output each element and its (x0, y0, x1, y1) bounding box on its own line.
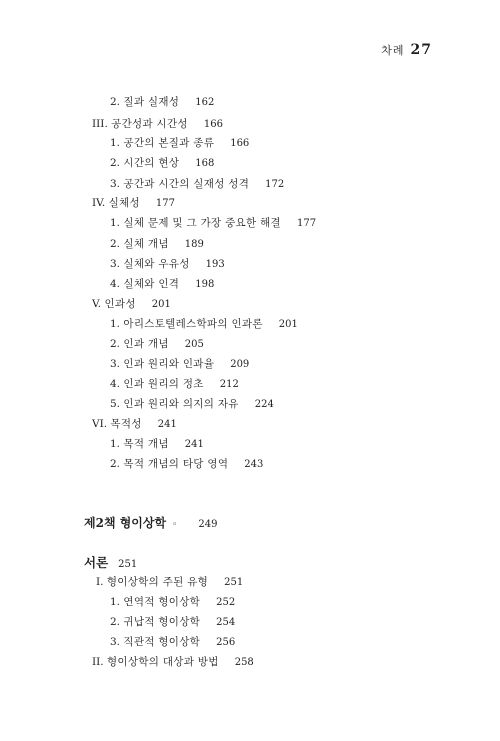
toc-entry (110, 336, 204, 351)
toc-entry (92, 654, 254, 669)
entry-title: 공간의 본질과 종류 (123, 137, 215, 149)
entry-number: 3. (110, 636, 121, 648)
entry-title: 인과성 (104, 298, 136, 310)
entry-page: 205 (184, 339, 204, 350)
entry-title: 실체 개념 (123, 238, 169, 250)
running-head-title: 차례 (381, 44, 405, 57)
toc-entry (110, 634, 235, 649)
entry-page: 254 (216, 617, 236, 628)
entry-number: 1. (110, 596, 121, 608)
toc-entry (110, 135, 249, 150)
entry-number: IV. (92, 197, 106, 209)
entry-page: 243 (244, 459, 264, 470)
toc-entry (110, 396, 274, 411)
entry-page: 251 (224, 577, 244, 588)
entry-title: 목적성 (110, 418, 142, 430)
toc-entry (92, 416, 177, 431)
entry-page: 166 (203, 119, 223, 130)
entry-page: 241 (157, 419, 177, 430)
part-page: 249 (198, 519, 218, 530)
entry-number: 2. (110, 338, 121, 350)
entry-title: 인과 원리의 정초 (123, 378, 204, 390)
entry-number: 1. (110, 438, 121, 450)
entry-title: 인과 개념 (123, 338, 169, 350)
entry-page: 172 (265, 179, 285, 190)
entry-title: 연역적 형이상학 (123, 596, 201, 608)
entry-page: 168 (195, 158, 215, 169)
entry-page: 209 (230, 359, 250, 370)
toc-entry (92, 195, 175, 210)
entry-page: 224 (254, 399, 274, 410)
toc-entry (110, 215, 316, 230)
entry-title: 인과 원리와 의지의 자유 (123, 398, 239, 410)
entry-page: 241 (184, 439, 204, 450)
running-head (381, 42, 432, 58)
toc-entry (96, 574, 243, 589)
entry-number: 4. (110, 378, 121, 390)
entry-title: 목적 개념의 타당 영역 (123, 458, 229, 470)
toc-entry (110, 356, 249, 371)
entry-page: 198 (195, 279, 215, 290)
entry-number: 2. (110, 96, 121, 108)
toc-entry (110, 176, 284, 191)
entry-number: 3. (110, 358, 121, 370)
entry-title: 질과 실재성 (123, 96, 180, 108)
toc-entry (110, 276, 214, 291)
entry-page: 193 (205, 259, 225, 270)
entry-number: 4. (110, 278, 121, 290)
entry-title: 실체와 인격 (123, 278, 180, 290)
entry-number: 2. (110, 238, 121, 250)
entry-page: 256 (216, 637, 236, 648)
entry-number: VI. (92, 418, 108, 430)
toc-entry (110, 316, 298, 331)
entry-number: 2. (110, 458, 121, 470)
entry-title: 귀납적 형이상학 (123, 616, 201, 628)
entry-title: 아리스토텔레스학파의 인과론 (123, 318, 263, 330)
toc-entry (110, 236, 204, 251)
entry-page: 166 (230, 138, 250, 149)
entry-page: 201 (278, 319, 298, 330)
entry-title: 실체와 우유성 (123, 258, 190, 270)
intro-heading (84, 553, 137, 571)
entry-title: 공간과 시간의 실재성 성격 (123, 178, 250, 190)
entry-page: 258 (234, 657, 254, 668)
entry-page: 189 (184, 239, 204, 250)
part-title: 제2책 형이상학 (84, 516, 167, 530)
toc-entry (110, 155, 214, 170)
entry-number: 3. (110, 258, 121, 270)
entry-title: 형이상학의 대상과 방법 (106, 656, 219, 668)
entry-page: 252 (216, 597, 236, 608)
entry-number: II. (92, 656, 104, 668)
entry-title: 목적 개념 (123, 438, 169, 450)
page-number: 27 (410, 42, 432, 58)
entry-title: 실체 문제 및 그 가장 중요한 해결 (123, 217, 281, 229)
entry-page: 212 (219, 379, 239, 390)
toc-entry (110, 456, 263, 471)
toc-entry (110, 256, 225, 271)
entry-title: 형이상학의 주된 유형 (106, 576, 209, 588)
entry-number: 1. (110, 318, 121, 330)
entry-number: 1. (110, 217, 121, 229)
toc-entry (110, 594, 235, 609)
intro-title: 서론 (84, 555, 109, 570)
entry-number: III. (92, 118, 108, 130)
entry-number: 2. (110, 157, 121, 169)
entry-number: 2. (110, 616, 121, 628)
toc-entry (92, 116, 223, 131)
toc-entry (110, 376, 239, 391)
entry-page: 162 (195, 97, 215, 108)
entry-number: 1. (110, 137, 121, 149)
toc-entry (110, 436, 204, 451)
toc-entry (110, 614, 235, 629)
entry-number: V. (92, 298, 102, 310)
entry-page: 177 (296, 218, 317, 229)
entry-title: 직관적 형이상학 (123, 636, 201, 648)
entry-title: 인과 원리와 인과율 (123, 358, 215, 370)
intro-page: 251 (118, 559, 138, 570)
entry-title: 공간성과 시간성 (111, 118, 188, 130)
entry-number: 3. (110, 178, 121, 190)
entry-page: 177 (155, 198, 176, 209)
entry-title: 실체성 (108, 197, 140, 209)
entry-title: 시간의 현상 (123, 157, 180, 169)
toc-entry (92, 296, 171, 311)
part-heading (84, 514, 218, 531)
toc-entry (110, 94, 214, 109)
entry-number: 5. (110, 398, 121, 410)
entry-number: I. (96, 576, 104, 588)
entry-page: 201 (151, 299, 171, 310)
bullet-dot-icon: ◦ (172, 520, 178, 530)
